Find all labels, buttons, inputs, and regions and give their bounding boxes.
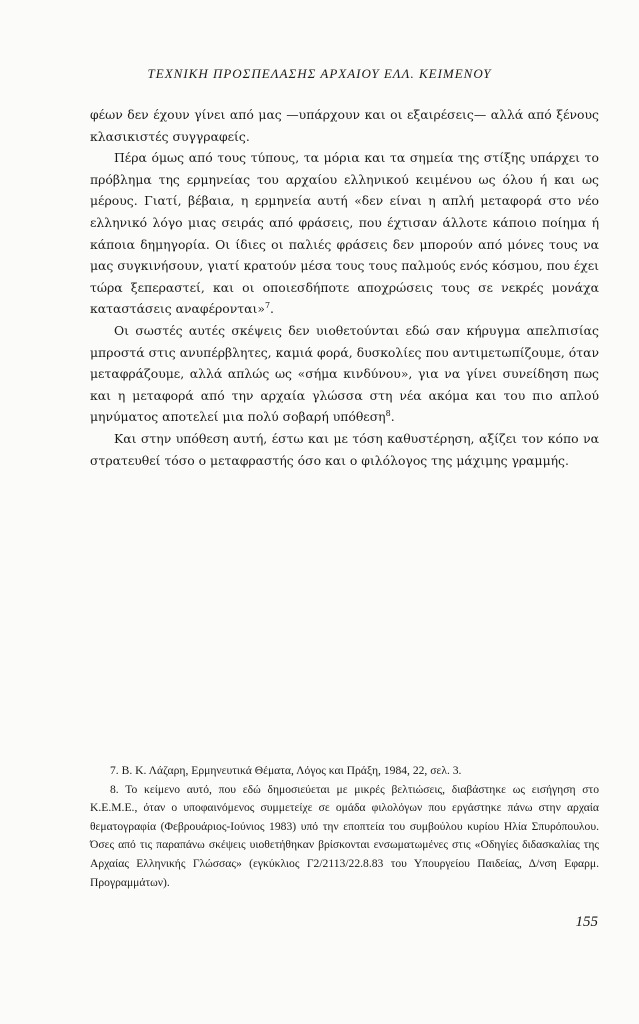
paragraph-end: . (390, 409, 395, 425)
paragraph-text: φέων δεν έχουν γίνει από μας —υπάρχουν και οι εξαιρέσεις— αλλά από ξένους κλασικιστές συγγραφείς. (90, 107, 599, 144)
footnote-ref: 7 (264, 301, 271, 311)
paragraph (90, 104, 599, 147)
paragraph-text: Οι σωστές αυτές σκέψεις δεν υιοθετούνται εδώ σαν κήρυγμα απελπισίας μπροστά στις ανυπέρβλητες, καμιά φορά, δυσκολίες που αντιμετωπίζουμε, όταν μεταφράζουμε, αλλά απλώς ως «σήμα κινδύνου», για να γίνει συνείδηση πως και η μεταφορά από την αρχαία γλώσσα στη νέα ακόμα και του πιο απλού μηνύματος αποτελεί μια πολύ σοβαρή υπόθεση (90, 322, 599, 425)
footnote-ref: 8 (385, 409, 391, 419)
paragraph (90, 147, 599, 320)
paragraph-end: . (270, 301, 274, 317)
body-text (90, 104, 599, 471)
paragraph-text: Και στην υπόθεση αυτή, έστω και με τόση καθυστέρηση, αξίζει τον κόπο να στρατευθεί τόσο ο μεταφραστής όσο και ο φιλόλογος της μάχιμης γραμμής. (90, 430, 599, 468)
footnote: 8. Το κείμενο αυτό, που εδώ δημοσιεύεται με μικρές βελτιώσεις, διαβάστηκε ως εισήγηση στο Κ.Ε.Μ.Ε., όταν ο υποφαινόμενος συμμετείχε σε ομάδα φιλολόγων που εργάστηκε πάνω στην αρχαία θεματογραφία (Φεβρουάριος-Ιούνιος 1983) υπό την εποπτεία του συμβούλου κυρίου Ηλία Σπυρόπουλου. Όσες από τις παραπάνω σκέψεις υιοθετήθηκαν βρίσκονται ενσωματωμένες στις «Οδηγίες διδασκαλίας της Αρχαίας Ελληνικής Γλώσσας» (εγκύκλιος Γ2/2113/22.8.83 του Υπουργείου Παιδείας, Δ/νση Εφαρμ. Προγραμμάτων). (90, 782, 599, 889)
page-number: 155 (575, 914, 598, 930)
paragraph (90, 428, 599, 471)
paragraph (90, 320, 599, 428)
running-head: ΤΕΧΝΙΚΗ ΠΡΟΣΠΕΛΑΣΗΣ ΑΡΧΑΙΟΥ ΕΛΛ. ΚΕΙΜΕΝΟΥ (147, 66, 492, 81)
footnotes (90, 762, 599, 892)
paragraph-text: Πέρα όμως από τους τύπους, τα μόρια και τα σημεία της στίξης υπάρχει το πρόβλημα της ερμηνείας του αρχαίου ελληνικού κειμένου ως όλου ή και ως μέρους. Γιατί, βέβαια, η ερμηνεία αυτή «δεν είναι η απλή μεταφορά στο νέο ελληνικό λόγο μιας σειράς από φράσεις, που έχτισαν άλλοτε κάποιο ποίημα ή κάποια δημηγορία. Οι ίδιες οι παλιές φράσεις δεν μπορούν από μόνες τους να μας συγκινήσουν, γιατί κρατούν μέσα τους τους παλμούς ενός κόσμου, που έχει τώρα ξεπεραστεί, και οι οποιεσδήποτε αποχρώσεις τους σε νεκρές μονάχα καταστάσεις αναφέρονται» (90, 150, 599, 317)
footnote: 7. Β. Κ. Λάζαρη, Ερμηνευτικά Θέματα, Λόγος και Πράξη, 1984, 22, σελ. 3. (110, 764, 462, 777)
